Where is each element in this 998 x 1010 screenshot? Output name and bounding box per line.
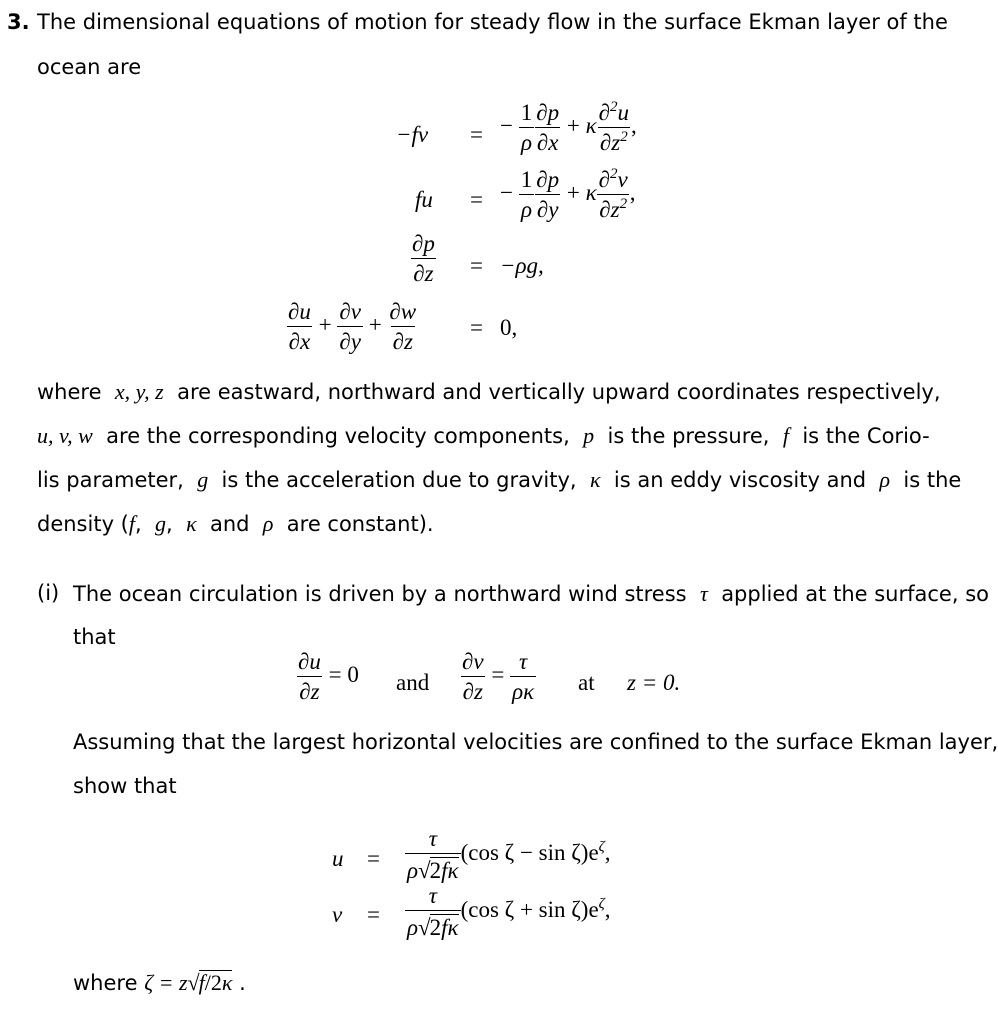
def-line-4: density (f, g, κ and ρ are constant). (37, 511, 434, 536)
eq2-lhs: fu (415, 187, 433, 212)
part-i-label: (i) (37, 581, 60, 605)
eq3-lhs: $\frac{\partial p}{\partial z}$ (412, 231, 435, 286)
eq1-lhs: −fv (396, 122, 429, 147)
assume-line-1: Assuming that the largest horizontal velocities are confined to the surface Ekman layer, (73, 730, 998, 754)
eq2-equals: = (470, 187, 483, 212)
bc-dv-dz: $\frac{\partial v}{\partial z}$ = $\frac{\tau}{\rho\kappa}$ (462, 649, 535, 704)
part-i-line-1: The ocean circulation is driven by a northward wind stress τ applied at the surface, so (73, 581, 989, 606)
sol-v-rhs: $\frac{\tau}{\rho√2f\kappa}$ (cos $\zeta + \sin \zeta)e^\zeta$, (407, 883, 611, 940)
where-zeta: where ζ = z√f/2κ . (73, 970, 246, 995)
bc-at: at (578, 670, 595, 695)
intro-line-2: ocean are (37, 55, 142, 79)
problem-number: 3. (7, 10, 30, 34)
def-line-3: lis parameter, g is the acceleration due to gravity, κ is an eddy viscosity and ρ is the (37, 467, 962, 492)
part-i-line-2: that (73, 625, 116, 649)
intro-line-1: The dimensional equations of motion for steady flow in the surface Ekman layer of the (37, 10, 948, 34)
eq1-rhs: − $\frac{1}{\rho}$ $\frac{\partial p}{\partial x}$ + κ $\frac{\partial^2u}{\partial z^2}$ , (500, 99, 637, 155)
eq1-equals: = (470, 122, 483, 147)
sol-v-equals: = (367, 902, 380, 927)
eq3-rhs: −ρg, (500, 253, 544, 278)
sol-u-rhs: $\frac{\tau}{\rho√2f\kappa}$ (cos $\zeta - \sin \zeta)e^\zeta$, (407, 826, 611, 883)
eq4-lhs: $\frac{\partial u}{\partial x}$ + $\frac{\partial v}{\partial y}$ + $\frac{\partial w}{\partial z}$ (288, 299, 417, 354)
bc-du-dz: $\frac{\partial u}{\partial z}$ = 0 (298, 649, 359, 704)
def-line-1: where x, y, z are eastward, northward and vertically upward coordinates respectively, (37, 379, 941, 404)
sol-v-lhs: v (332, 902, 343, 927)
eq4-equals: = (470, 315, 483, 340)
eq4-rhs: 0, (500, 315, 518, 340)
eq3-equals: = (470, 253, 483, 278)
sol-u-lhs: u (332, 846, 344, 871)
eq2-rhs: − $\frac{1}{\rho}$ $\frac{\partial p}{\partial y}$ + κ $\frac{\partial^2v}{\partial z^2}$ , (500, 166, 636, 222)
bc-z0: z = 0. (627, 670, 681, 695)
bc-and: and (396, 670, 430, 695)
sol-u-equals: = (367, 846, 380, 871)
def-line-2: u, v, w are the corresponding velocity components, p is the pressure, f is the Corio- (37, 423, 930, 448)
assume-line-2: show that (73, 774, 177, 798)
